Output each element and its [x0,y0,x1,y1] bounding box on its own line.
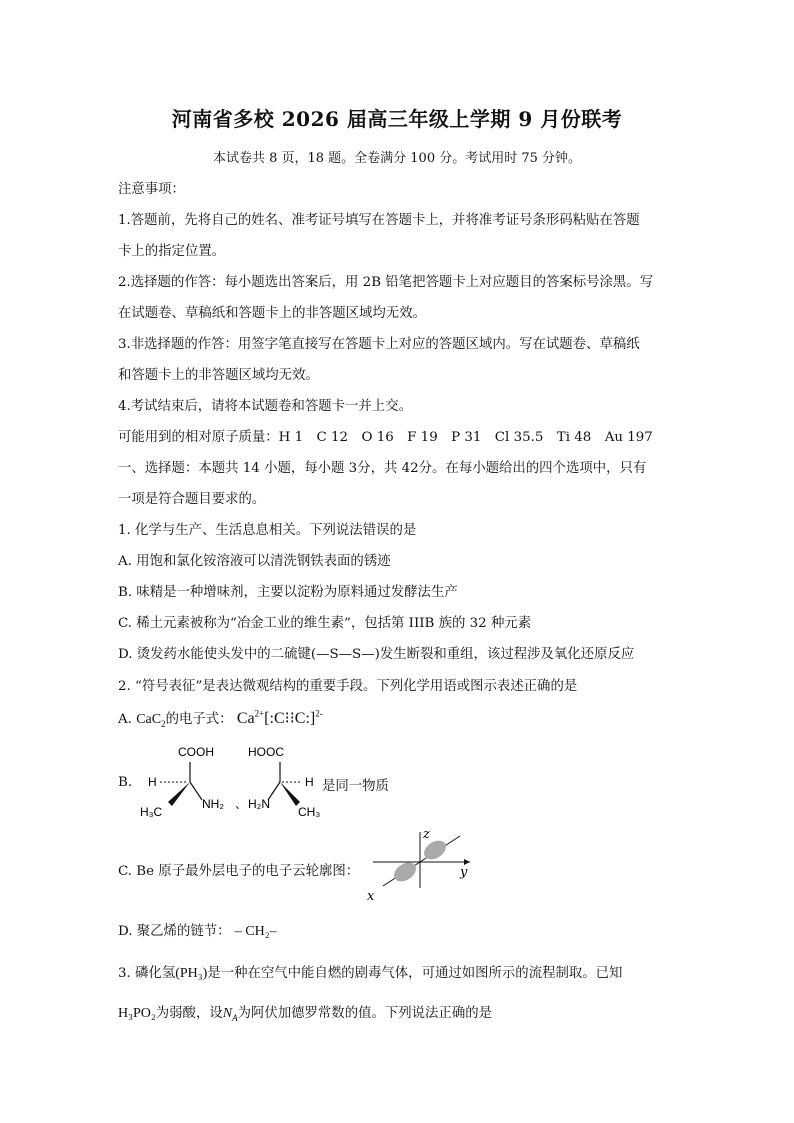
notes-line: 卡上的指定位置。 [118,244,226,259]
notes-line: 2.选择题的作答：每小题选出答案后，用 2B 铅笔把答题卡上对应题目的答案标号涂黑。写 [118,275,654,290]
notes-line: 1.答题前，先将自己的姓名、准考证号填写在答题卡上，并将准考证号条形码粘贴在答题 [118,213,640,228]
x-axis [383,836,460,886]
section-intro: 一项是符合题目要求的。 [118,492,266,507]
page-title: 河南省多校 2026 届高三年级上学期 9 月份联考 [171,107,623,131]
z-label: z [423,827,430,842]
question-stem: 2. “符号表征”是表达微观结构的重要手段。下列化学用语或图示表述正确的是 [118,679,578,694]
y-label: y [460,865,468,880]
notes-line: 和答题卡上的非答题区域均无效。 [118,368,319,383]
electron-formula: $Ca^{2+}[:C⁝⁝C:]^{2-}$ [236,708,323,727]
option-c: C. Be 原子最外层电子的电子云轮廓图： [118,864,360,879]
atomic-mass-line: 可能用到的相对原子质量：H 1 C 12 O 16 F 19 P 31 Cl 35.5 Ti 48 Au 197 [118,430,653,445]
notes-heading: 注意事项： [118,182,185,197]
x-label: x [367,889,375,904]
option-a: A. 用饱和氯化铵溶液可以清洗钢铁表面的锈迹 [118,554,391,569]
notes-line: 3.非选择题的作答：用签字笔直接写在答题卡上对应的答题区域内。写在试题卷、草稿纸 [118,337,640,352]
notes-line: 4.考试结束后，请将本试题卷和答题卡一并上交。 [118,399,412,414]
wedge-bond [168,782,190,806]
option-text: D. 聚乙烯的链节： [118,924,231,939]
option-a [118,708,678,729]
formula: (PH₃) [175,966,208,981]
h-label: H [305,775,314,789]
section-intro: 一、选择题：本题共 14 小题，每小题 3分，共 42分。在每小题给出的四个选项中，只有 [118,461,647,476]
formula: – CH₂– [234,924,277,939]
option-d [118,920,678,940]
h-label: H [148,775,157,789]
hooc-label: HOOC [248,745,284,759]
notes-line: 在试题卷、草稿纸和答题卡上的非答题区域均无效。 [118,306,426,321]
option-d: D. 烫发药水能使头发中的二硫键(—S—S—)发生断裂和重组，该过程涉及氧化还原反应 [118,647,635,662]
option-c: C. 稀土元素被称为“冶金工业的维生素”，包括第 IIIB 族的 32 种元素 [118,616,532,631]
h3c-label: H₃C [140,805,163,819]
stem-text: 为弱酸，设 [155,1006,223,1021]
option-b: B. 味精是一种增味剂，主要以淀粉为原料通过发酵法生产 [118,585,458,600]
stem-text: 是一种在空气中能自燃的剧毒气体，可通过如图所示的流程制取。已知 [207,966,623,981]
formula: CaC$_2$ [136,712,166,729]
stem-text: 3. 磷化氢 [118,966,176,981]
separator: 、 [235,797,248,811]
h2n-label: H₂N [248,797,270,811]
cooh-label: COOH [178,745,214,759]
formula: H₃PO₂ [118,1006,156,1021]
avogadro-symbol: $N_A$ [222,1006,238,1023]
ch3-label: CH₃ [298,805,321,819]
bond-line [190,782,202,800]
question-stem [118,962,678,982]
question-stem: 1. 化学与生产、生活息息相关。下列说法错误的是 [118,523,417,538]
electron-cloud-diagram [365,826,475,906]
option-label: A. [118,712,132,727]
option-text: 的电子式： [165,712,233,727]
wedge-bond [280,782,300,806]
orbital-lobe [391,859,420,885]
stem-text: 为阿伏加德罗常数的值。下列说法正确的是 [237,1006,492,1021]
option-b-label: B. [118,775,133,790]
question-stem [118,1002,678,1023]
exam-subtitle: 本试卷共 8 页，18 题。全卷满分 100 分。考试用时 75 分钟。 [212,151,582,166]
option-b-text: 是同一物质 [322,779,389,794]
nh2-label: NH₂ [202,797,224,811]
